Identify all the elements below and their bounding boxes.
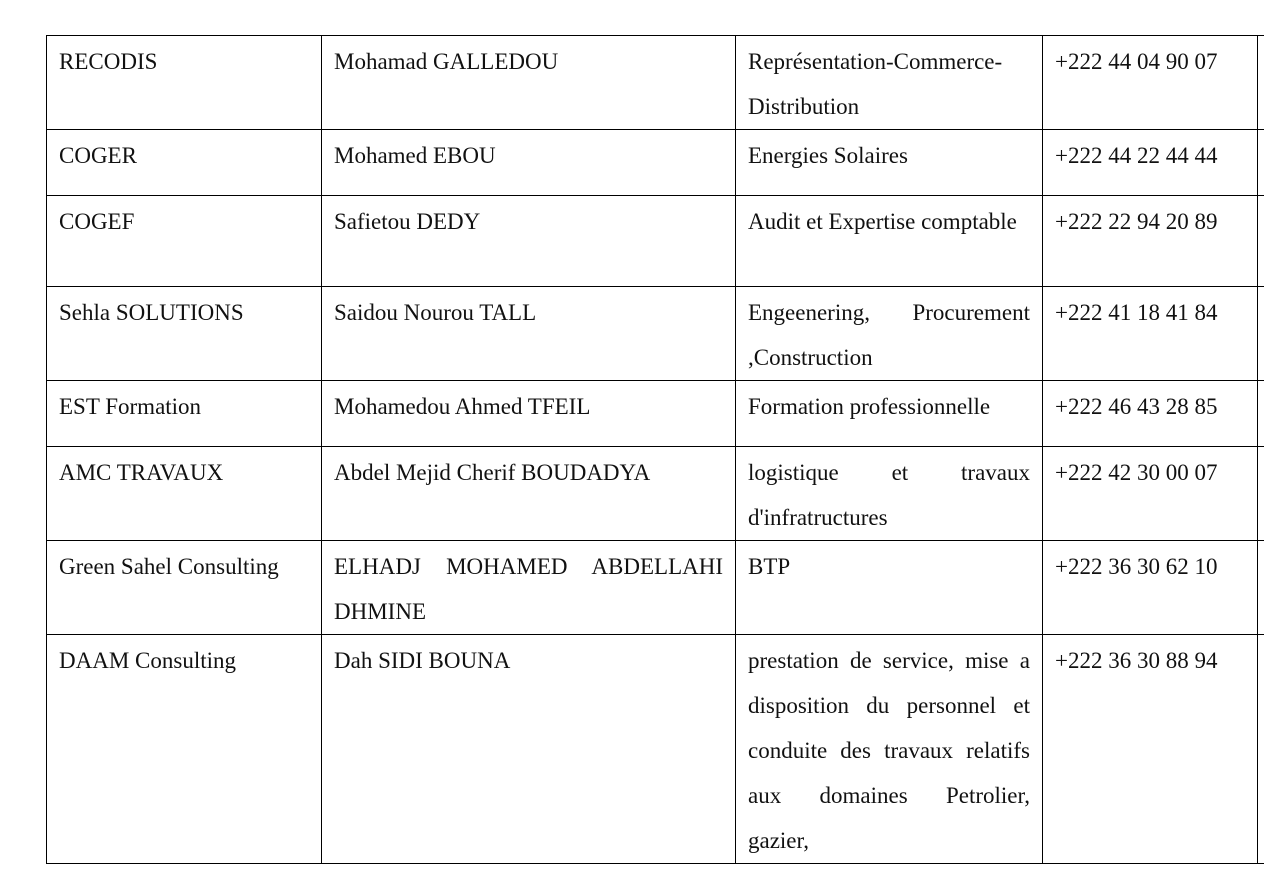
company-directory-table — [46, 35, 1264, 864]
table-row — [47, 447, 1264, 541]
contact-cell: Mohamed EBOU — [322, 130, 736, 196]
table-row — [47, 287, 1264, 381]
contact-cell: Mohamedou Ahmed TFEIL — [322, 381, 736, 447]
company-cell: RECODIS — [47, 36, 322, 130]
activity-cell: prestation de service, mise a disposition du personnel et conduite des travaux relatifs aux domaines Petrolier, gazier, — [736, 635, 1043, 864]
phone-cell: +222 36 30 62 10 — [1043, 541, 1258, 635]
phone-cell: +222 46 43 28 85 — [1043, 381, 1258, 447]
phone-cell: +222 36 30 88 94 — [1043, 635, 1258, 864]
extra-cell — [1258, 635, 1264, 864]
activity-cell: Engeenering, Procurement ,Construction — [736, 287, 1043, 381]
activity-cell: Audit et Expertise comptable — [736, 196, 1043, 287]
phone-cell: +222 44 04 90 07 — [1043, 36, 1258, 130]
extra-cell — [1258, 381, 1264, 447]
table-row — [47, 541, 1264, 635]
contact-cell: Saidou Nourou TALL — [322, 287, 736, 381]
extra-cell — [1258, 541, 1264, 635]
activity-cell: Représentation-Commerce-Distribution — [736, 36, 1043, 130]
company-cell: COGEF — [47, 196, 322, 287]
contact-cell: Dah SIDI BOUNA — [322, 635, 736, 864]
table-row — [47, 36, 1264, 130]
company-cell: AMC TRAVAUX — [47, 447, 322, 541]
extra-cell — [1258, 196, 1264, 287]
contact-cell: Abdel Mejid Cherif BOUDADYA — [322, 447, 736, 541]
contact-cell: ELHADJ MOHAMED ABDELLAHI DHMINE — [322, 541, 736, 635]
activity-cell: BTP — [736, 541, 1043, 635]
phone-cell: +222 41 18 41 84 — [1043, 287, 1258, 381]
extra-cell — [1258, 130, 1264, 196]
company-cell: COGER — [47, 130, 322, 196]
activity-cell: Energies Solaires — [736, 130, 1043, 196]
company-cell: Sehla SOLUTIONS — [47, 287, 322, 381]
extra-cell — [1258, 287, 1264, 381]
activity-cell: logistique et travaux d'infratructures — [736, 447, 1043, 541]
company-cell: Green Sahel Consulting — [47, 541, 322, 635]
company-cell: DAAM Consulting — [47, 635, 322, 864]
contact-cell: Safietou DEDY — [322, 196, 736, 287]
contact-cell: Mohamad GALLEDOU — [322, 36, 736, 130]
activity-cell: Formation professionnelle — [736, 381, 1043, 447]
table-row — [47, 635, 1264, 864]
extra-cell — [1258, 36, 1264, 130]
table-row — [47, 196, 1264, 287]
company-cell: EST Formation — [47, 381, 322, 447]
phone-cell: +222 44 22 44 44 — [1043, 130, 1258, 196]
extra-cell — [1258, 447, 1264, 541]
phone-cell: +222 22 94 20 89 — [1043, 196, 1258, 287]
phone-cell: +222 42 30 00 07 — [1043, 447, 1258, 541]
table-row — [47, 381, 1264, 447]
table-row — [47, 130, 1264, 196]
